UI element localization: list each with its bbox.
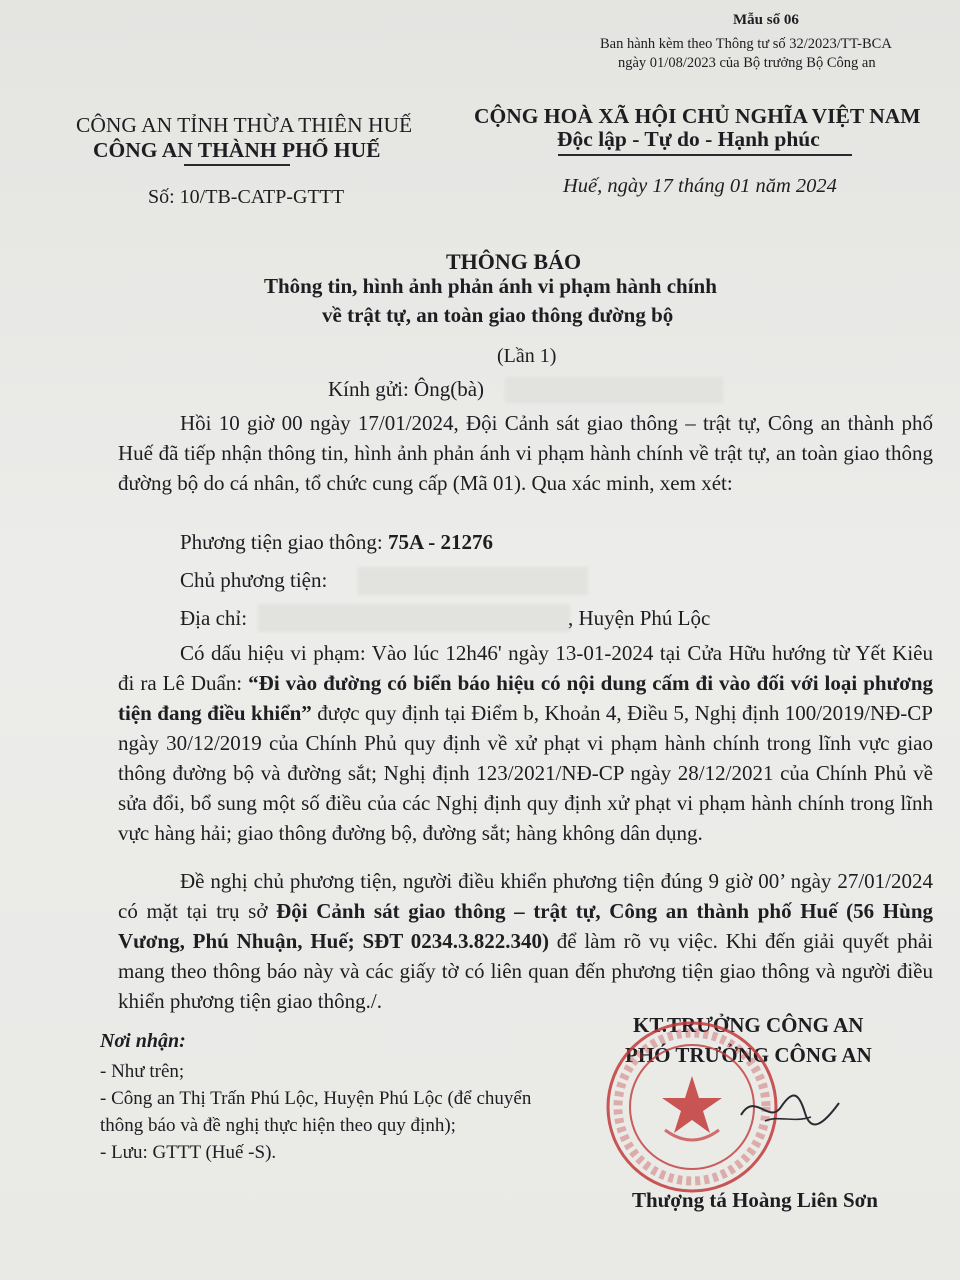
national-motto: Độc lập - Tự do - Hạnh phúc bbox=[557, 127, 820, 151]
notice-round: (Lần 1) bbox=[497, 345, 557, 367]
recipients-title: Nơi nhận: bbox=[100, 1030, 186, 1052]
recipient-item: - Như trên; bbox=[100, 1061, 185, 1082]
intro-text: Hồi 10 giờ 00 ngày 17/01/2024, Đội Cảnh sát giao thông – trật tự, Công an thành phố Huế đã tiếp nhận thông tin, hình ảnh phản ánh vi phạm hành chính về trật tự, an toàn giao thông đường bộ do cá nhân, tổ chức cung cấp (Mã 01). Qua xác minh, xem xét: bbox=[118, 411, 933, 495]
motto-underline bbox=[558, 154, 852, 156]
document-number: Số: 10/TB-CATP-GTTT bbox=[148, 186, 345, 208]
notice-title: THÔNG BÁO bbox=[446, 249, 582, 274]
violation-paragraph bbox=[118, 638, 933, 848]
license-plate: 75A - 21276 bbox=[387, 530, 493, 554]
form-issued-line-2: ngày 01/08/2023 của Bộ trưởng Bộ Công an bbox=[618, 55, 876, 71]
republic-name: CỘNG HOÀ XÃ HỘI CHỦ NGHĨA VIỆT NAM bbox=[474, 104, 921, 128]
org-parent: CÔNG AN TỈNH THỪA THIÊN HUẾ bbox=[76, 113, 413, 137]
violation-description: “Đi vào đường có biển báo hiệu có nội dung cấm đi vào đối với loại phương tiện đang điều khiển” bbox=[118, 671, 933, 725]
form-issued-line-1: Ban hành kèm theo Thông tư số 32/2023/TT-BCA bbox=[600, 36, 892, 52]
place-and-date: Huế, ngày 17 tháng 01 năm 2024 bbox=[563, 175, 837, 197]
recipient-item: - Lưu: GTTT (Huế -S). bbox=[100, 1142, 277, 1163]
violation-intro: Có dấu hiệu vi phạm: Vào lúc 12h46' ngày 13-01-2024 tại Cửa Hữu hướng từ Yết Kiêu đi ra Lê Duẩn: bbox=[118, 641, 933, 695]
address-district: , Huyện Phú Lộc bbox=[568, 606, 711, 630]
signer-title-1: KT.TRƯỞNG CÔNG AN bbox=[633, 1013, 864, 1037]
request-intro: Đề nghị chủ phương tiện, người điều khiển phương tiện đúng 9 giờ 00’ ngày 27/01/2024 có mặt tại trụ sở bbox=[118, 869, 933, 923]
notice-subtitle-2: về trật tự, an toàn giao thông đường bộ bbox=[322, 303, 674, 327]
org-underline bbox=[184, 164, 290, 166]
signer-name: Thượng tá Hoàng Liên Sơn bbox=[632, 1188, 878, 1212]
vehicle-label: Phương tiện giao thông: bbox=[180, 530, 383, 554]
address-label: Địa chỉ: bbox=[180, 606, 248, 630]
recipients-list bbox=[100, 1058, 545, 1166]
request-instructions: để làm rõ vụ việc. Khi đến giải quyết phải mang theo thông báo này và các giấy tờ có liên quan đến phương tiện giao thông và người điều khiển phương tiện giao thông./. bbox=[118, 929, 933, 1013]
form-number: Mẫu số 06 bbox=[733, 12, 799, 28]
notice-subtitle-1: Thông tin, hình ảnh phản ánh vi phạm hành chính bbox=[264, 274, 717, 298]
request-location: Đội Cảnh sát giao thông – trật tự, Công an thành phố Huế (56 Hùng Vương, Phú Nhuận, Huế; SĐT 0234.3.822.340) bbox=[118, 899, 934, 953]
signer-title-2: PHÓ TRƯỞNG CÔNG AN bbox=[625, 1043, 872, 1067]
signature-scribble-icon bbox=[735, 1085, 845, 1135]
addressee: Kính gửi: Ông(bà) bbox=[328, 377, 485, 401]
owner-label: Chủ phương tiện: bbox=[180, 568, 328, 592]
redacted-owner bbox=[358, 567, 588, 595]
redacted-addressee bbox=[505, 377, 723, 403]
request-paragraph bbox=[118, 866, 933, 1016]
org-name: CÔNG AN THÀNH PHỐ HUẾ bbox=[93, 138, 381, 162]
recipient-item: - Công an Thị Trấn Phú Lộc, Huyện Phú Lộc (để chuyển thông báo và đề nghị thực hiện theo quy định); bbox=[100, 1088, 532, 1136]
vehicle-line bbox=[180, 530, 493, 555]
intro-paragraph bbox=[118, 408, 933, 498]
redacted-address bbox=[258, 604, 570, 632]
violation-legal-basis: được quy định tại Điểm b, Khoản 4, Điều 5, Nghị định 100/2019/NĐ-CP ngày 30/12/2019 của Chính Phủ quy định về xử phạt vi phạm hành chính trong lĩnh vực giao thông đường bộ và đường sắt; Nghị định 123/2021/NĐ-CP ngày 28/12/2021 của Chính Phủ về sửa đổi, bổ sung một số điều của các Nghị định quy định xử phạt vi phạm hành chính trong lĩnh vực hàng hải; giao thông đường bộ, đường sắt; hàng không dân dụng. bbox=[118, 701, 933, 845]
